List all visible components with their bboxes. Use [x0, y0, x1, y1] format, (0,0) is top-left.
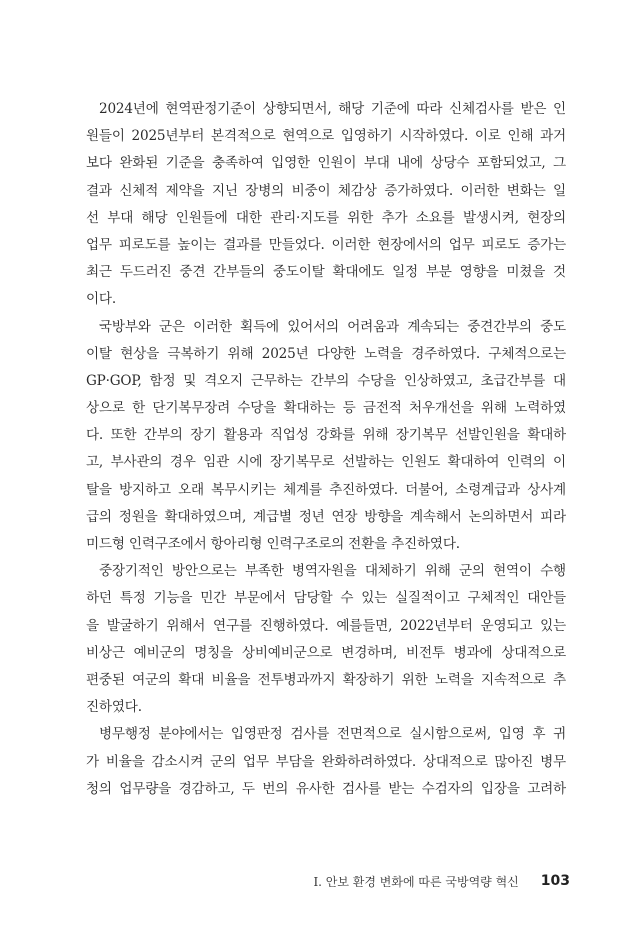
- text-line: 중장기적인 방안으로는 부족한 병역자원을 대체하기 위해 군의 현역이 수행: [99, 563, 566, 580]
- text-line: 상으로 한 단기복무장려 수당을 확대하는 등 금전적 처우개선을 위해 노력하였: [86, 400, 566, 417]
- paragraph-4: [86, 721, 566, 803]
- text-line: 선 부대 해당 인원들에 대한 관리·지도를 위한 추가 소요를 발생시켜, 현장의: [86, 209, 566, 226]
- paragraph-3: [86, 558, 566, 721]
- text-line: 편중된 여군의 확대 비율을 전투병과까지 확장하기 위한 노력을 지속적으로 추: [86, 671, 566, 688]
- text-line: 국방부와 군은 이러한 획득에 있어서의 어려움과 계속되는 중견간부의 중도: [99, 318, 566, 335]
- text-line: 이탈 현상을 극복하기 위해 2025년 다양한 노력을 경주하였다. 구체적으로는: [86, 345, 566, 362]
- text-line: 원들이 2025년부터 본격적으로 현역으로 입영하기 시작하였다. 이로 인해 과거: [86, 128, 566, 145]
- text-line: 최근 두드러진 중견 간부들의 중도이탈 확대에도 일정 부분 영향을 미쳤을 것: [86, 264, 566, 281]
- text-line: GP·GOP, 함정 및 격오지 근무하는 간부의 수당을 인상하였고, 초급간부를 대: [86, 372, 566, 389]
- text-line: 보다 완화된 기준을 충족하여 입영한 인원이 부대 내에 상당수 포함되었고, 그: [86, 155, 566, 172]
- text-line: 청의 업무량을 경감하고, 두 번의 유사한 검사를 받는 수검자의 입장을 고려하: [86, 780, 566, 797]
- text-line: 고, 부사관의 경우 임관 시에 장기복무로 선발하는 인원도 확대하여 인력의 이: [86, 454, 566, 471]
- running-head: I. 안보 환경 변화에 따른 국방역량 혁신: [313, 874, 519, 889]
- paragraph-1: [86, 96, 566, 314]
- text-line: 하던 특정 기능을 민간 부문에서 담당할 수 있는 실질적이고 구체적인 대안들: [86, 590, 566, 607]
- text-line: 결과 신체적 제약을 지닌 장병의 비중이 체감상 증가하였다. 이러한 변화는 일: [86, 182, 566, 199]
- page-footer: [300, 870, 570, 892]
- text-line: 다. 또한 간부의 장기 활용과 직업성 강화를 위해 장기복무 선발인원을 확대하: [86, 427, 566, 444]
- text-line: 탈을 방지하고 오래 복무시키는 체계를 추진하였다. 더불어, 소령계급과 상사계: [86, 481, 566, 498]
- text-line: 을 발굴하기 위해서 연구를 진행하였다. 예를들면, 2022년부터 운영되고 있는: [86, 617, 566, 634]
- text-line: 병무행정 분야에서는 입영판정 검사를 전면적으로 실시함으로써, 입영 후 귀: [99, 726, 566, 743]
- paragraph-2: [86, 314, 566, 559]
- text-line: 이다.: [86, 291, 116, 308]
- text-line: 진하였다.: [86, 699, 142, 716]
- text-line: 2024년에 현역판정기준이 상향되면서, 해당 기준에 따라 신체검사를 받은 인: [99, 101, 566, 117]
- text-line: 업무 피로도를 높이는 결과를 만들었다. 이러한 현장에서의 업무 피로도 증가는: [86, 236, 566, 253]
- page-number: 103: [540, 873, 570, 889]
- text-line: 가 비율을 감소시켜 군의 업무 부담을 완화하려하였다. 상대적으로 많아진 병무: [86, 753, 566, 770]
- text-line: 비상근 예비군의 명칭을 상비예비군으로 변경하며, 비전투 병과에 상대적으로: [86, 644, 566, 661]
- text-line: 미드형 인력구조에서 항아리형 인력구조로의 전환을 추진하였다.: [86, 536, 460, 552]
- text-line: 급의 정원을 확대하였으며, 계급별 정년 연장 방향을 계속해서 논의하면서 피라: [86, 508, 566, 525]
- body-text: [86, 96, 566, 803]
